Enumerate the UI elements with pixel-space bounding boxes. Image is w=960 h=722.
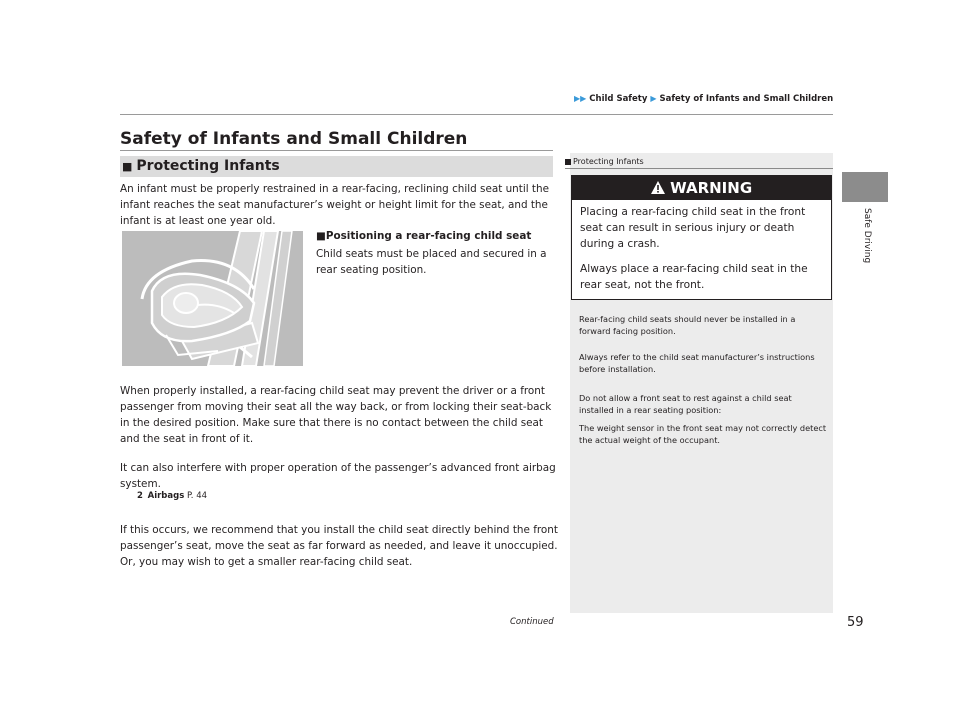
reference-page: P. 44: [186, 491, 208, 501]
sidebar-title: [565, 157, 644, 166]
warning-triangle-icon: [651, 179, 670, 197]
breadcrumb-item-child-safety[interactable]: Child Safety: [589, 94, 648, 104]
section-bullet-icon: ■: [122, 160, 133, 173]
breadcrumb-arrow-icon: ▶▶: [574, 94, 587, 103]
installed-paragraph: When properly installed, a rear-facing child seat may prevent the driver or a front passenger from moving their seat all the way back, or from locking their seat-back in the desired position. Make sure that there is no contact between the child seat and the seat in front of it.: [120, 385, 552, 445]
page-number: 59: [847, 615, 864, 630]
sidebar-bullet-icon: [565, 159, 571, 165]
sidebar-note-1: Rear-facing child seats should never be installed in a forward facing position.: [579, 314, 796, 336]
reference-label: Airbags: [147, 491, 185, 501]
sidebar-title-text: Protecting Infants: [573, 157, 644, 166]
sidebar-note-3a: Do not allow a front seat to rest against a child seat installed in a rear seating position:: [579, 393, 792, 415]
warning-text-1: Placing a rear-facing child seat in the front seat can result in serious injury or death during a crash.: [580, 206, 806, 250]
section-heading-text: Protecting Infants: [136, 158, 280, 174]
warning-text-2: Always place a rear-facing child seat in the rear seat, not the front.: [580, 263, 808, 291]
breadcrumb-item-current: Safety of Infants and Small Children: [659, 94, 834, 104]
sidebar-note-3b: The weight sensor in the front seat may not correctly detect the actual weight of the occupant.: [579, 423, 827, 445]
airbag-interference-paragraph: It can also interfere with proper operation of the passenger’s advanced front airbag system.: [120, 462, 556, 490]
intro-paragraph: An infant must be properly restrained in a rear-facing, reclining child seat until the infant reaches the seat manufacturer’s weight or height limit for the seat, and the infant is at least one year old.: [120, 183, 549, 227]
subsection-heading-text: Positioning a rear-facing child seat: [325, 230, 532, 242]
subsection-heading: [316, 230, 531, 242]
sidebar-divider: [565, 168, 833, 169]
warning-header: [572, 176, 831, 200]
section-tab-marker: [842, 172, 888, 202]
sidebar-note-2: Always refer to the child seat manufacturer’s instructions before installation.: [579, 352, 815, 374]
section-tab-label[interactable]: Safe Driving: [862, 208, 872, 264]
header-divider: [120, 114, 833, 115]
page-title: Safety of Infants and Small Children: [120, 129, 468, 149]
title-divider: [120, 150, 553, 151]
breadcrumb-arrow-icon: ▶: [650, 94, 657, 103]
cross-reference-icon: 2: [137, 491, 143, 501]
rear-facing-child-seat-icon: [122, 231, 303, 366]
continued-label: Continued: [510, 617, 554, 627]
section-heading: [120, 156, 553, 177]
airbags-reference-link[interactable]: [137, 491, 207, 501]
recommendation-paragraph: If this occurs, we recommend that you install the child seat directly behind the front passenger’s seat, move the seat as far forward as needed, and leave it unoccupied. Or, you may wish to get a smaller rear-facing child seat.: [120, 524, 558, 568]
child-seat-illustration: [122, 231, 303, 366]
breadcrumb: [574, 94, 833, 104]
subsection-bullet-icon: ■: [316, 230, 326, 242]
warning-box: [571, 175, 832, 300]
warning-label: WARNING: [670, 179, 753, 197]
subsection-text: Child seats must be placed and secured in a rear seating position.: [316, 248, 547, 276]
